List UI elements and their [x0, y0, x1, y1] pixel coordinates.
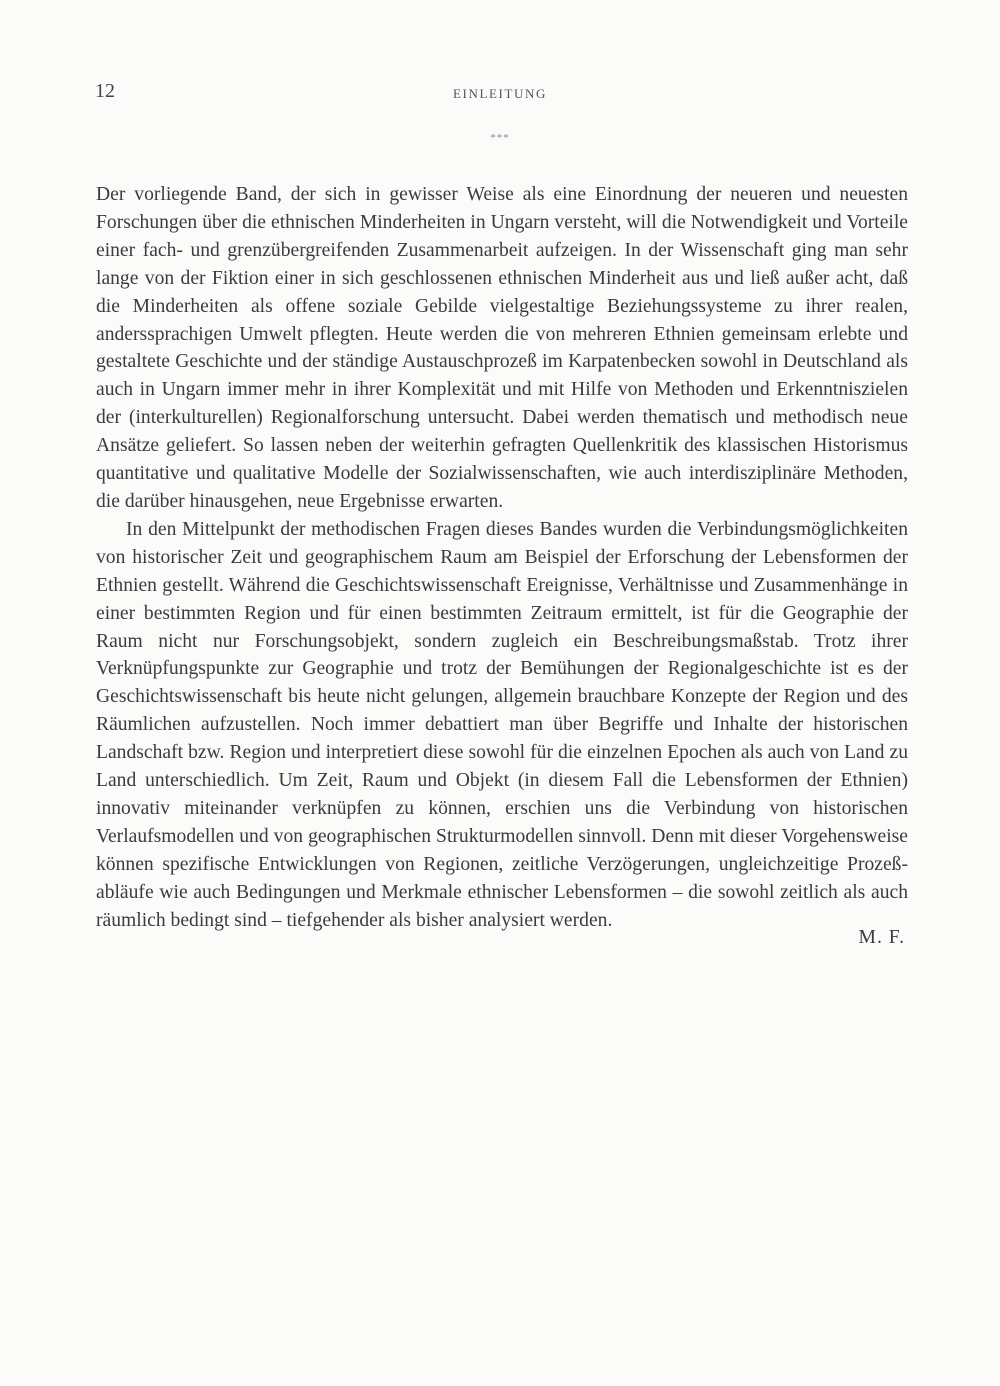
author-initials: M. F.	[858, 927, 905, 948]
page-number: 12	[95, 80, 115, 102]
paragraph-1: Der vorliegende Band, der sich in gewisser Weise als eine Einordnung der neueren und neuesten Forschungen über die ethnischen Minderheiten in Ungarn versteht, will die Notwendigkeit und Vorteile einer fach- und grenzübergreifenden Zusammenarbeit aufzeigen. In der Wissenschaft ging man sehr lange von der Fiktion einer in sich geschlossenen ethnischen Minderheit aus und ließ außer acht, daß die Minderheiten als offene soziale Gebilde vielgestaltige Beziehungssysteme zu ihrer realen, anderssprachigen Umwelt pflegten. Heute werden die von mehreren Ethnien gemeinsam erlebte und gestaltete Geschichte und der ständige Austauschprozeß im Karpatenbecken sowohl in Deutschland als auch in Ungarn immer mehr in ihrer Komplexität und mit Hilfe von Methoden und Erkenntniszielen der (interkulturellen) Regionalforschung untersucht. Dabei werden thematisch und methodisch neue Ansätze geliefert. So lassen neben der weiterhin gefragten Quellenkritik des klassischen Historismus quantitative und qualitative Modelle der Sozialwissenschaften, wie auch interdisziplinäre Methoden, die darüber hinausgehen, neue Ergebnisse erwarten.	[96, 184, 908, 512]
section-ornament: ***	[490, 132, 510, 144]
body-text	[96, 181, 908, 934]
paragraph-2: In den Mittelpunkt der methodischen Fragen dieses Bandes wurden die Verbindungsmöglichkeiten von historischer Zeit und geographischem Raum am Beispiel der Erforschung der Lebensformen der Ethnien gestellt. Während die Geschichtswissenschaft Ereignisse, Verhältnisse und Zusammenhänge in einer bestimmten Region und für einen bestimmten Zeitraum ermittelt, ist für die Geographie der Raum nicht nur Forschungsobjekt, sondern zugleich ein Beschreibungsmaßstab. Trotz ihrer Verknüpfungspunkte zur Geographie und trotz der Bemühungen der Regionalgeschichte ist es der Geschichtswissenschaft bis heute nicht gelungen, allgemein brauchbare Konzepte der Region und des Räumlichen aufzustellen. Noch immer debattiert man über Begriffe und Inhalte der historischen Landschaft bzw. Region und interpretiert diese sowohl für die einzelnen Epochen als auch von Land zu Land unterschiedlich. Um Zeit, Raum und Objekt (in diesem Fall die Lebensformen der Ethnien) innovativ miteinander verknüpfen zu können, erschien uns die Verbindung von historischen Verlaufsmodellen und von geographischen Strukturmodellen sinnvoll. Denn mit dieser Vorgehensweise können spezifische Entwicklungen von Regionen, zeitliche Verzögerungen, ungleichzeitige Prozeßabläufe wie auch Bedingungen und Merkmale ethnischer Lebensformen – die sowohl zeitlich als auch räumlich bedingt sind – tiefgehender als bisher analysiert werden.	[96, 518, 908, 931]
running-head: EINLEITUNG	[453, 86, 547, 101]
